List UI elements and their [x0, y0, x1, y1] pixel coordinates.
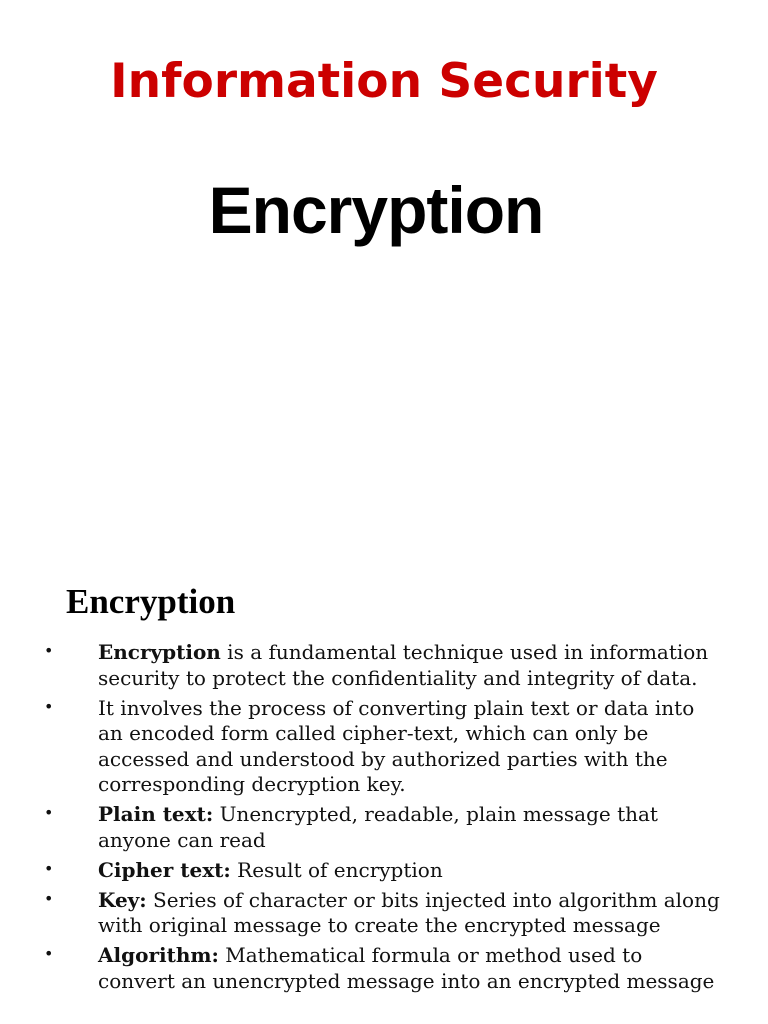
bullet-icon: •	[44, 803, 54, 822]
list-item	[44, 696, 724, 798]
bullet-text: is a fundamental technique used in information security to protect the confidentiality and integrity of data.	[98, 640, 709, 690]
list-item	[44, 858, 724, 884]
bullet-text: Result of encryption	[230, 857, 443, 882]
bullet-term: Cipher text:	[98, 857, 231, 882]
bullet-icon: •	[44, 858, 54, 878]
list-item	[44, 888, 724, 939]
bullet-text: Unencrypted, readable, plain message that anyone can read	[98, 802, 658, 852]
bullet-text: Mathematical formula or method used to convert an unencrypted message into an encrypted message	[98, 943, 715, 993]
bullet-icon: •	[44, 888, 54, 908]
bullet-term: Key:	[98, 887, 147, 912]
bullet-term: Encryption	[98, 640, 221, 664]
section-heading: Encryption	[66, 582, 236, 621]
slide-title: Information Security	[110, 54, 658, 109]
list-item	[44, 640, 724, 691]
bullet-term: Plain text:	[98, 802, 214, 826]
slide-subtitle: Encryption	[208, 173, 544, 247]
bullet-term: Algorithm:	[98, 943, 219, 967]
bullet-icon: •	[44, 641, 54, 660]
bullet-text: It involves the process of converting plain text or data into an encoded form called cipher-text, which can only be accessed and understood by authorized parties with the corresponding decryption key.	[98, 695, 695, 796]
list-item	[44, 802, 724, 853]
list-item	[44, 943, 724, 994]
bullet-icon: •	[44, 944, 54, 963]
bullet-list	[44, 640, 724, 999]
bullet-text: Series of character or bits injected into algorithm along with original message to create the encrypted message	[98, 887, 720, 937]
bullet-icon: •	[44, 696, 54, 716]
